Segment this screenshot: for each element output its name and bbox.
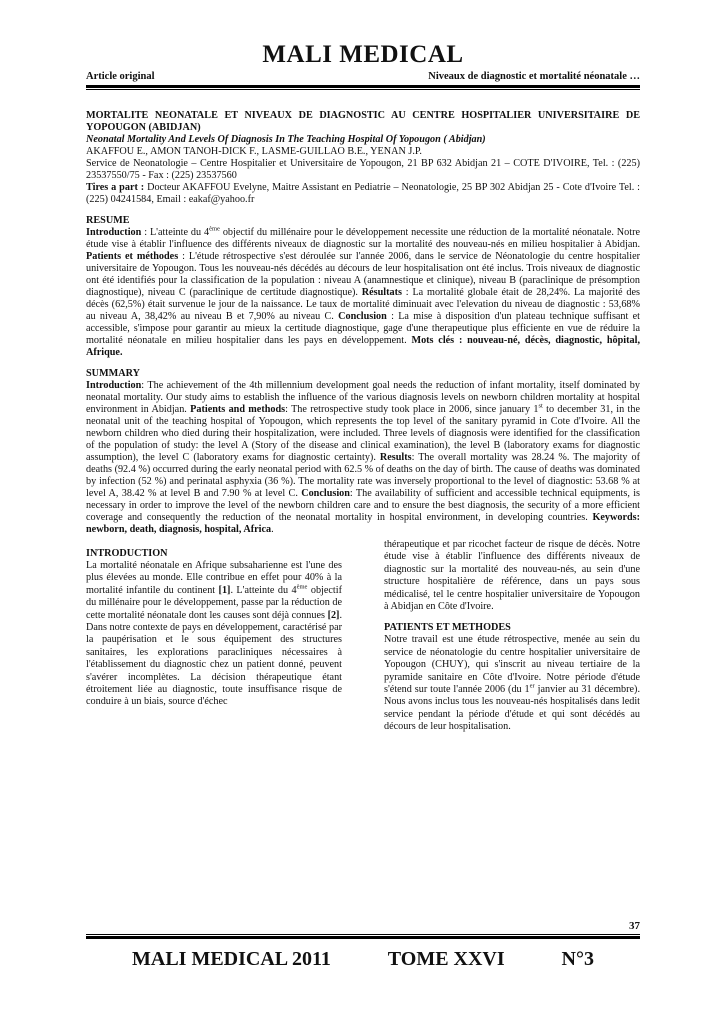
page-number: 37 — [629, 920, 640, 932]
right-column — [384, 539, 640, 734]
reprints: Tires a part : Docteur AKAFFOU Evelyne, Maitre Assistant en Pediatrie – Neonatologie, 25 BP 302 Abidjan 25 - Cote d'Ivoire Tel. : (225) 04241584, Email : eakaf@yahoo.fr — [86, 182, 640, 205]
methods-paragraph: Notre travail est une étude rétrospective, menée au sein du service de néonatologie du centre hospitalier universitaire de Yopougon (CHUY), qui s'inscrit au niveau tertiaire de la pyramide sanitaire en Côte d'Ivoire. Notre période d'étude s'étend sur toute l'année 2006 (du 1er janvier au 31 décembre). Nous avons inclus tous les nouveau-nés hospitalisés dans ledit service pendant la période d'étude et qui sont décédés au décours de leur hospitalisation. — [384, 634, 640, 733]
running-title: Niveaux de diagnostic et mortalité néonatale … — [428, 71, 640, 82]
footer-journal-year: MALI MEDICAL 2011 — [132, 948, 331, 970]
reprints-label: Tires a part : — [86, 182, 145, 193]
article-title-fr: MORTALITE NEONATALE ET NIVEAUX DE DIAGNOSTIC AU CENTRE HOSPITALIER UNIVERSITAIRE DE YOPOUGON (ABIDJAN) — [86, 110, 640, 133]
introduction-paragraph: La mortalité néonatale en Afrique subsaharienne est l'une des plus élevées au monde. Elle contribue en effet pour 40% à la mortalité infantile du continent [1]. L'atteinte du 4ème objectif du millénaire pour le développement, passe par la réduction de cette mortalité néonatale dont les causes sont déjà connues [2]. Dans notre contexte de pays en développement, caractérisé par la paupérisation et le sous équipement des structures sanitaires, les explorations paracliniques nécessaires à l'établissement du diagnostic chez un patient donné, peuvent s'avérer incomplètes. La décision thérapeutique étant étroitement liée au diagnostic, toute insuffisance risque de conduire à un biais, source d'échec — [86, 560, 342, 708]
resume-abstract: Introduction : L'atteinte du 4ème objectif du millénaire pour le développement necessite une réduction de la mortalité néonatale. Notre étude vise à établir l'influence des différents niveaux de diagnostic sur la mortalité des nouveau-nés en milieu hospitalier à Abidjan. Patients et méthodes : L'étude rétrospective s'est déroulée sur l'année 2006, dans le service de Néonatologie du centre hospitalier universitaire de Yopougon. Tous les nouveau-nés décédés au décours de leur hospitalisation ont été inclus. Trois niveaux de diagnostic ont été identifiés pour la classification de la population : niveau A (anamnestique et clinique), niveau B (paraclinique de présomption diagnostique), niveau C (paraclinique de certitude diagnostique). Résultats : La mortalité globale était de 28,24%. La majorité des décès (62,5%) était survenue le jour de la naissance. Le taux de mortalité diminuait avec l'elevation du niveau de diagnostic : 53,68% au niveau A, 38,42% au niveau B et 7,90% au niveau C. Conclusion : La mise à disposition d'un plateau technique suffisant et accessible, s'impose pour garantir au mieux la certitude diagnostique, gage d'une therapeutique plus efficiente en vue de réduire la mortalité néonatale en milieu hospitalier dans les pays en développement. Mots clés : nouveau-né, décès, diagnostic, hôpital, Afrique. — [86, 225, 640, 358]
affiliation: Service de Neonatologie – Centre Hospitalier et Universitaire de Yopougon, 21 BP 632 Abidjan 21 – COTE D'IVOIRE, Tel. : (225) 23537550/75 - Fax : (225) 23537560 — [86, 158, 640, 181]
summary-keywords: Keywords: newborn, death, diagnosis, hospital, Africa — [86, 512, 640, 535]
methods-heading: PATIENTS ET METHODES — [384, 622, 511, 634]
footer — [86, 933, 640, 971]
footer-rule-thin — [86, 934, 640, 935]
page — [86, 0, 640, 734]
resume-keywords: Mots clés : nouveau-né, décès, diagnostic, hôpital, Afrique. — [86, 335, 640, 358]
header-rule-thin — [86, 89, 640, 90]
resume-heading: RESUME — [86, 215, 130, 226]
introduction-continuation: thérapeutique et par ricochet facteur de risque de décès. Notre étude vise à établir l'influence des différents niveaux de diagnostic sur la mortalité des nouveau-nés, au sein d'une structure hospitalière de référence, dans un pays sous médicalisé, tel le centre hospitalier universitaire de Yopougon à Abidjan en Côte d'Ivoire. — [384, 539, 640, 613]
footer-rule-thick — [86, 936, 640, 939]
footer-volume: TOME XXVI — [387, 948, 505, 970]
summary-heading: SUMMARY — [86, 368, 140, 379]
header-rule-thick — [86, 85, 640, 88]
body-columns — [86, 539, 640, 734]
article-type: Article original — [86, 71, 155, 82]
authors: AKAFFOU E., AMON TANOH-DICK F., LASME-GUILLAO B.E., YENAN J.P. — [86, 146, 422, 157]
running-header — [86, 70, 640, 83]
footer-text — [86, 947, 640, 971]
article-title-en: Neonatal Mortality And Levels Of Diagnosis In The Teaching Hospital Of Yopougon ( Abidjan) — [86, 134, 486, 145]
journal-title: MALI MEDICAL — [262, 41, 464, 68]
left-column — [86, 539, 342, 734]
summary-abstract: Introduction: The achievement of the 4th millennium development goal needs the reduction of infant mortality, itself dominated by neonatal mortality. Our study aims to establish the influence of the various diagnosis levels on newborn children mortality at hospital environment in Abidjan. Patients and methods: The retrospective study took place in 2006, since january 1st to december 31, in the neonatal unit of the teaching hospital of Yopougon, which represents the top level of the sanitary pyramid in Cote d'Ivoire. All the newborn children who died during their hospitalization, were included. Three levels of diagnosis were identified for the classification of the population of study: the level A (Story of the disease and clinical examination), the level B (laboratory exams for diagnostic assumption), the level C (laboratory exams for diagnostic certainty). Results: The overall mortality was 28.24 %. The majority of deaths (92.4 %) occurred during the early neonatal period with 62.5 % of deaths on the day of birth. The cause of deaths was dominated by infection (52 %) and perinatal asphyxia (36 %). The mortality rate was inversely proportional to the level of diagnostic: 53.68 % at level A, 38.42 % at level B and 7.90 % at level C. Conclusion: The availability of sufficient and accessible technical equipments, is necessary in order to improve the level of the newborn children care and to ensure the best diagnosis, the security of a more efficient coverage and consequently the reduction of the neonatal mortality in hospital environment, in developing countries. Keywords: newborn, death, diagnosis, hospital, Africa. — [86, 380, 641, 535]
footer-issue: N°3 — [561, 948, 594, 970]
introduction-heading: INTRODUCTION — [86, 548, 168, 559]
